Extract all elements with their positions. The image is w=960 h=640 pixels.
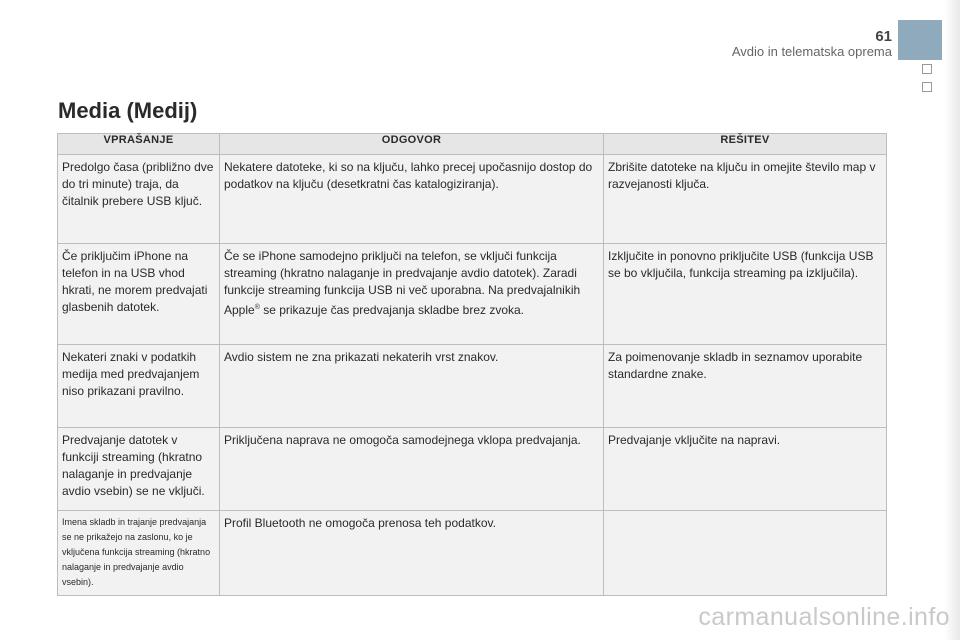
- table-row: [58, 244, 887, 345]
- question-cell: Predvajanje datotek v funkciji streaming (hkratno nalaganje in predvajanje avdio vsebin) se ne vključi.: [58, 428, 220, 511]
- answer-text-continued: se prikazuje čas predvajanja skladbe brez zvoka.: [259, 303, 525, 317]
- question-cell: Imena skladb in trajanje predvajanja se ne prikažejo na zaslonu, ko je vključena funkcija streaming (hkratno nalaganje in predvajanje avdio vsebin).: [58, 511, 220, 596]
- column-header-answer: ODGOVOR: [220, 134, 604, 155]
- table-row: [58, 345, 887, 428]
- column-header-solution: REŠITEV: [604, 134, 887, 155]
- answer-cell: Priključena naprava ne omogoča samodejnega vklopa predvajanja.: [220, 428, 604, 511]
- question-cell: Nekateri znaki v podatkih medija med predvajanjem niso prikazani pravilno.: [58, 345, 220, 428]
- page-edge-shade: [944, 0, 960, 640]
- table-row: [58, 511, 887, 596]
- chapter-tab[interactable]: [898, 20, 942, 60]
- section-label: Avdio in telematska oprema: [731, 44, 892, 59]
- solution-cell: [604, 511, 887, 596]
- faq-table: [57, 133, 887, 596]
- watermark: carmanualsonline.info: [698, 603, 950, 631]
- solution-cell: Predvajanje vključite na napravi.: [604, 428, 887, 511]
- registered-mark: ®: [254, 304, 260, 311]
- nav-square-icon[interactable]: [922, 82, 932, 92]
- answer-cell: [220, 244, 604, 345]
- page-number: 61: [875, 28, 892, 45]
- table-row: [58, 155, 887, 244]
- question-cell: Predolgo časa (približno dve do tri minute) traja, da čitalnik prebere USB ključ.: [58, 155, 220, 244]
- answer-cell: Nekatere datoteke, ki so na ključu, lahko precej upočasnijo dostop do podatkov na ključu (desetkratni čas katalogiziranja).: [220, 155, 604, 244]
- solution-cell: Zbrišite datoteke na ključu in omejite število map v razvejanosti ključa.: [604, 155, 887, 244]
- page-title: Media (Medij): [58, 98, 198, 123]
- nav-square-icon[interactable]: [922, 64, 932, 74]
- table-row: [58, 428, 887, 511]
- solution-cell: Za poimenovanje skladb in seznamov uporabite standardne znake.: [604, 345, 887, 428]
- question-cell: Če priključim iPhone na telefon in na USB vhod hkrati, ne morem predvajati glasbenih datotek.: [58, 244, 220, 345]
- answer-cell: Avdio sistem ne zna prikazati nekaterih vrst znakov.: [220, 345, 604, 428]
- column-header-question: VPRAŠANJE: [58, 134, 220, 155]
- solution-cell: Izključite in ponovno priključite USB (funkcija USB se bo vključila, funkcija streaming pa izključila).: [604, 244, 887, 345]
- answer-cell: Profil Bluetooth ne omogoča prenosa teh podatkov.: [220, 511, 604, 596]
- answer-text: Če se iPhone samodejno priključi na telefon, se vključi funkcija streaming (hkratno nalaganje in predvajanje avdio datotek). Zaradi funkcije streaming funkcija USB ni več uporabna. Na predvajalnikih Apple: [224, 249, 581, 317]
- table-header-row: [58, 134, 887, 155]
